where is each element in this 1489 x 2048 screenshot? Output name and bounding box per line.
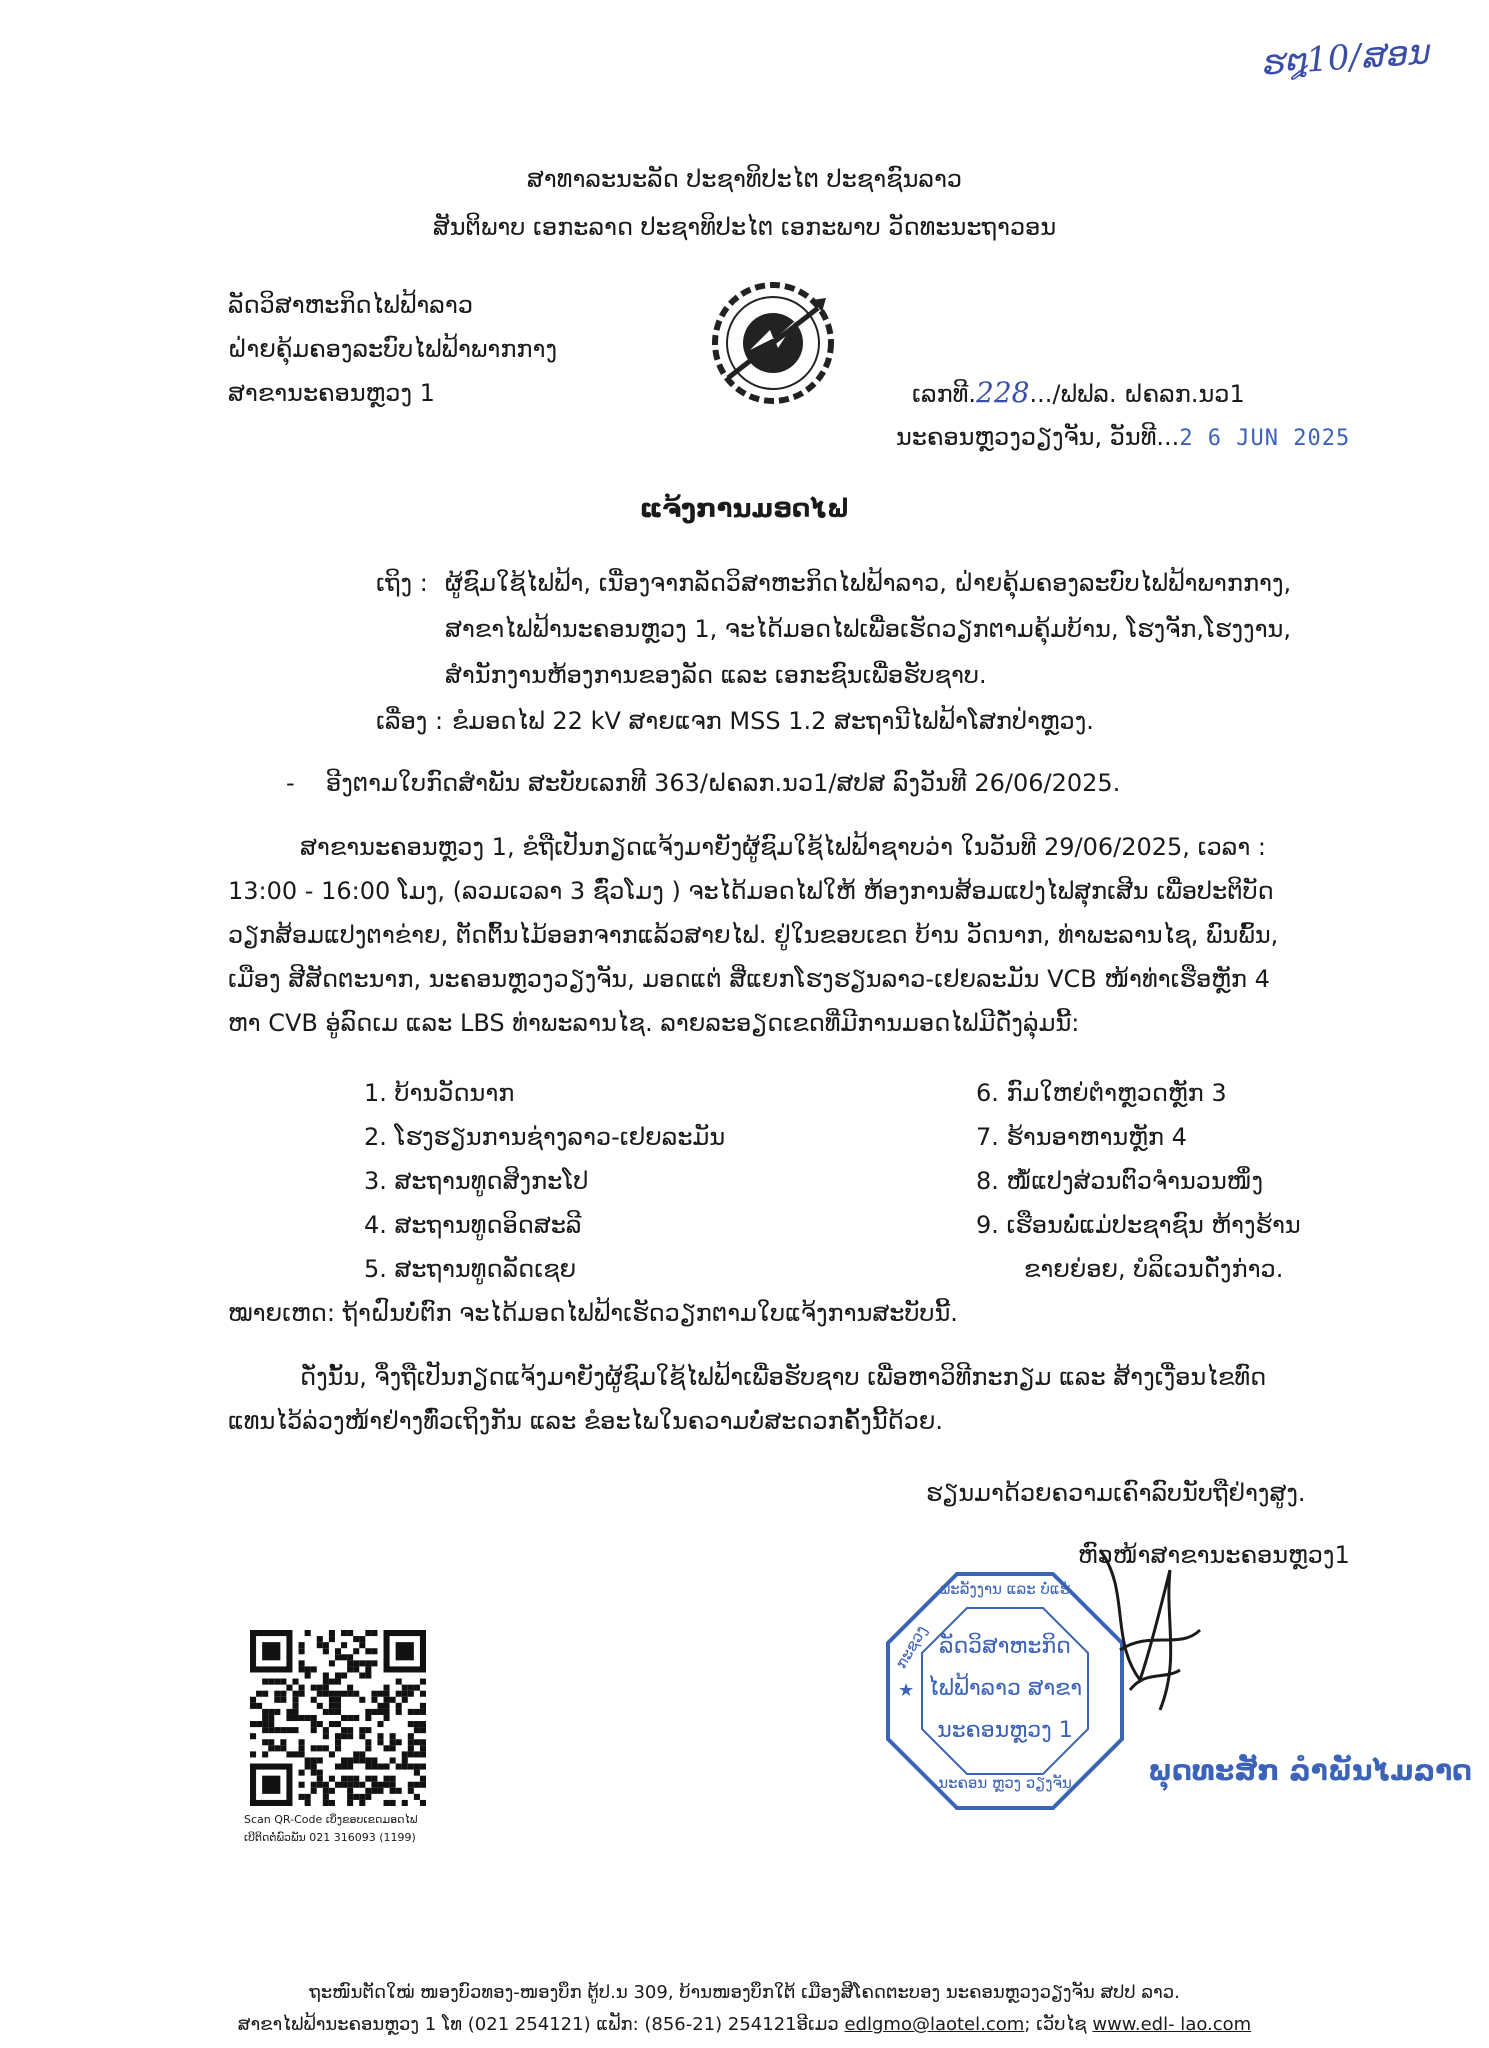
footer-email-link[interactable]: edlgmo@laotel.com xyxy=(844,2014,1025,2035)
to-line-3: ສຳນັກງານຫ້ອງການຂອງລັດ ແລະ ເອກະຊົນເພື່ອຮັບຊາບ. xyxy=(445,661,987,689)
area-item-1: 1. ບ້ານວັດນາກ xyxy=(364,1079,515,1107)
signatory-name: ພຸດທະສັກ ລຳພັນໄມລາດ xyxy=(1148,1754,1472,1787)
area-item-9: 9. ເຮືອນພໍ່ແມ່ປະຊາຊົນ ຫ້າງຮ້ານ xyxy=(976,1211,1301,1239)
qr-caption-1: Scan QR-Code ເບິ່ງຂອບເຂດມອດໄຟ xyxy=(244,1813,418,1826)
footer-website-link[interactable]: www.edl- lao.com xyxy=(1092,2014,1252,2035)
reference-bullet: - xyxy=(286,769,295,797)
to-line-1: ຜູ້ຊົມໃຊ້ໄຟຟ້າ, ເນື່ອງຈາກລັດວິສາຫະກິດໄຟຟ້າລາວ, ຝ່າຍຄຸ້ມຄອງລະບົບໄຟຟ້າພາກກາງ, xyxy=(445,569,1292,597)
qr-code[interactable] xyxy=(250,1630,426,1806)
org-name: ລັດວິສາຫະກິດໄຟຟ້າລາວ xyxy=(228,291,474,319)
stamp-star-icon: ★ xyxy=(898,1680,915,1701)
qr-caption-2: ເບີຕິດຕໍ່ພົວພັນ 021 316093 (1199) xyxy=(244,1831,416,1844)
footer-contact xyxy=(0,2014,1489,2035)
national-motto: ສັນຕິພາບ ເອກະລາດ ປະຊາທິປະໄຕ ເອກະພາບ ວັດທະນະຖາວອນ xyxy=(432,213,1057,241)
stamp-left: ກະຊວງ xyxy=(891,1622,931,1672)
stamp-top: ພະລັງງານ ແລະ ບໍ່ແຮ່ xyxy=(939,1580,1071,1598)
closing-line-1: ດັ່ງນັ້ນ, ຈຶ່ງຖືເປັນກຽດແຈ້ງມາຍັງຜູ້ຊົມໃຊ້ໄຟຟ້າເພື່ອຮັບຊາບ ເພື່ອຫາວິທີກະກຽມ ແລະ ສ້າງເງື່ອນໄຂທົດ xyxy=(300,1363,1267,1391)
org-division: ຝ່າຍຄຸ້ມຄອງລະບົບໄຟຟ້າພາກກາງ xyxy=(228,335,558,363)
subject-text: ຂໍມອດໄຟ 22 kV ສາຍແຈກ MSS 1.2 ສະຖານີໄຟຟ້າໂສກປ່າຫຼວງ. xyxy=(452,707,1094,735)
to-label: ເຖິງ : xyxy=(376,569,428,597)
area-item-6: 6. ກົມໃຫຍ່ຕຳຫຼວດຫຼັກ 3 xyxy=(976,1079,1227,1107)
stamp-line-1: ລັດວິສາຫະກິດ xyxy=(939,1634,1071,1659)
closing-line-2: ແທນໄວ້ລ່ວງໜ້າຢ່າງທົ່ວເຖິງກັນ ແລະ ຂໍອະໄພໃນຄວາມບໍ່ສະດວກຄັ້ງນີ້ດ້ວຍ. xyxy=(228,1407,943,1435)
ref-dots: . xyxy=(968,380,977,408)
body-line-1: ສາຂານະຄອນຫຼວງ 1, ຂໍຖືເປັນກຽດແຈ້ງມາຍັງຜູ້ຊົມໃຊ້ໄຟຟ້າຊາບວ່າ ໃນວັນທີ 29/06/2025, ເວລາ : xyxy=(300,833,1266,861)
date-dots: ... xyxy=(1156,423,1180,451)
area-item-2: 2. ໂຮງຮຽນການຊ່າງລາວ-ເຢຍລະມັນ xyxy=(364,1123,726,1151)
area-item-4: 4. ສະຖານທູດອິດສະລີ xyxy=(364,1211,582,1239)
date-stamp: 2 6 JUN 2025 xyxy=(1179,426,1351,451)
republic-heading: ສາທາລະນະລັດ ປະຊາທິປະໄຕ ປະຊາຊົນລາວ xyxy=(526,165,963,193)
area-item-3: 3. ສະຖານທູດສິງກະໂປ xyxy=(364,1167,589,1195)
body-line-4: ເມືອງ ສີສັດຕະນາກ, ນະຄອນຫຼວງວຽງຈັນ, ມອດແຕ່ ສີ່ແຍກໂຮງຮຽນລາວ-ເຢຍລະມັນ VCB ໜ້າທ່າເຮືອຫຼັກ 4 xyxy=(228,965,1270,993)
stamp-bottom: ນະຄອນ ຫຼວງ ວຽງຈັນ xyxy=(938,1774,1072,1792)
body-line-5: ຫາ CVB ອູ່ລົດເມ ແລະ LBS ທ່າພະລານໄຊ. ລາຍລະອຽດເຂດທີ່ມີການມອດໄຟມີດັ່ງລຸ່ມນີ້: xyxy=(228,1009,1080,1037)
notice-title: ແຈ້ງການມອດໄຟ xyxy=(639,494,850,524)
body-line-2: 13:00 - 16:00 ໂມງ, (ລວມເວລາ 3 ຊົ່ວໂມງ ) ຈະໄດ້ມອດໄຟໃຫ້ ຫ້ອງການສ້ອມແປງໄຟສຸກເສີນ ເພື່ອປະຕິບັດ xyxy=(228,877,1274,905)
reference-date xyxy=(896,420,1350,456)
handwritten-reference: ຮ໘10/ສອນ xyxy=(1258,32,1430,84)
area-item-5: 5. ສະຖານທູດລັດເຊຍ xyxy=(364,1255,577,1283)
area-item-9-cont: ຂາຍຍ່ອຍ, ບໍລິເວນດັ່ງກ່າວ. xyxy=(1024,1255,1284,1283)
note: ໝາຍເຫດ: ຖ້າຝົນບໍ່ຕົກ ຈະໄດ້ມອດໄຟຟ້າເຮັດວຽກຕາມໃບແຈ້ງການສະບັບນີ້. xyxy=(228,1299,958,1327)
footer-website-label: ; ເວັບໄຊ xyxy=(1024,2014,1093,2035)
stamp-line-3: ນະຄອນຫຼວງ 1 xyxy=(937,1718,1073,1743)
reference-number xyxy=(912,376,1245,411)
ref-number-prefix: ເລກທີ xyxy=(912,380,969,408)
area-item-7: 7. ຮ້ານອາຫານຫຼັກ 4 xyxy=(976,1123,1187,1151)
subject-label: ເລື່ອງ : xyxy=(376,707,444,735)
to-line-2: ສາຂາໄຟຟ້ານະຄອນຫຼວງ 1, ຈະໄດ້ມອດໄຟເພື່ອເຮັດວຽກຕາມຄຸ້ມບ້ານ, ໂຮງຈັກ,ໂຮງງານ, xyxy=(445,615,1291,643)
body-line-3: ວຽກສ້ອມແປງຕາຂ່າຍ, ຕັດຕົ້ນໄມ້ອອກຈາກແລ້ວສາຍໄຟ. ຢູ່ໃນຂອບເຂດ ບ້ານ ວັດນາກ, ທ່າພະລານໄຊ, ພົນພົ້ນ, xyxy=(228,921,1279,949)
signatory-title: ຫົວໜ້າສາຂານະຄອນຫຼວງ1 xyxy=(1078,1541,1350,1569)
ref-number-handwritten: 228 xyxy=(976,376,1030,409)
signature xyxy=(1070,1530,1210,1730)
ref-dots2: ... xyxy=(1029,380,1053,408)
date-prefix: ນະຄອນຫຼວງວຽງຈັນ, ວັນທີ xyxy=(896,423,1157,451)
area-item-8: 8. ໜໍ້ແປງສ່ວນຕົວຈຳນວນໜຶ່ງ xyxy=(976,1167,1264,1195)
stamp-line-2: ໄຟຟ້າລາວ ສາຂາ xyxy=(927,1676,1083,1701)
edl-logo xyxy=(708,278,838,408)
footer-phone-fax: ສາຂາໄຟຟ້ານະຄອນຫຼວງ 1 ໂທ (021 254121) ແຟັກ: (856-21) 254121ອີເມວ xyxy=(237,2014,845,2035)
regards: ຮຽນມາດ້ວຍຄວາມເຄົາລົບນັບຖືຢ່າງສູງ. xyxy=(926,1479,1306,1507)
org-branch: ສາຂານະຄອນຫຼວງ 1 xyxy=(228,379,435,407)
ref-number-suffix: /ຟຟລ. ຝຄລກ.ນວ1 xyxy=(1052,380,1245,408)
reference-line: ອີງຕາມໃບກົດສຳພັນ ສະບັບເລກທີ 363/ຝຄລກ.ນວ1/ສປສ ລົງວັນທີ 26/06/2025. xyxy=(326,769,1121,797)
footer-address: ຖະໜົນຕັດໃໝ່ ໜອງບົວທອງ-ໜອງບຶກ ຕູ້ປ.ນ 309, ບ້ານໜອງບຶກໃຕ້ ເມືອງສີໂຄດຕະບອງ ນະຄອນຫຼວງວຽງຈັນ ສປປ ລາວ. xyxy=(309,1982,1180,2003)
